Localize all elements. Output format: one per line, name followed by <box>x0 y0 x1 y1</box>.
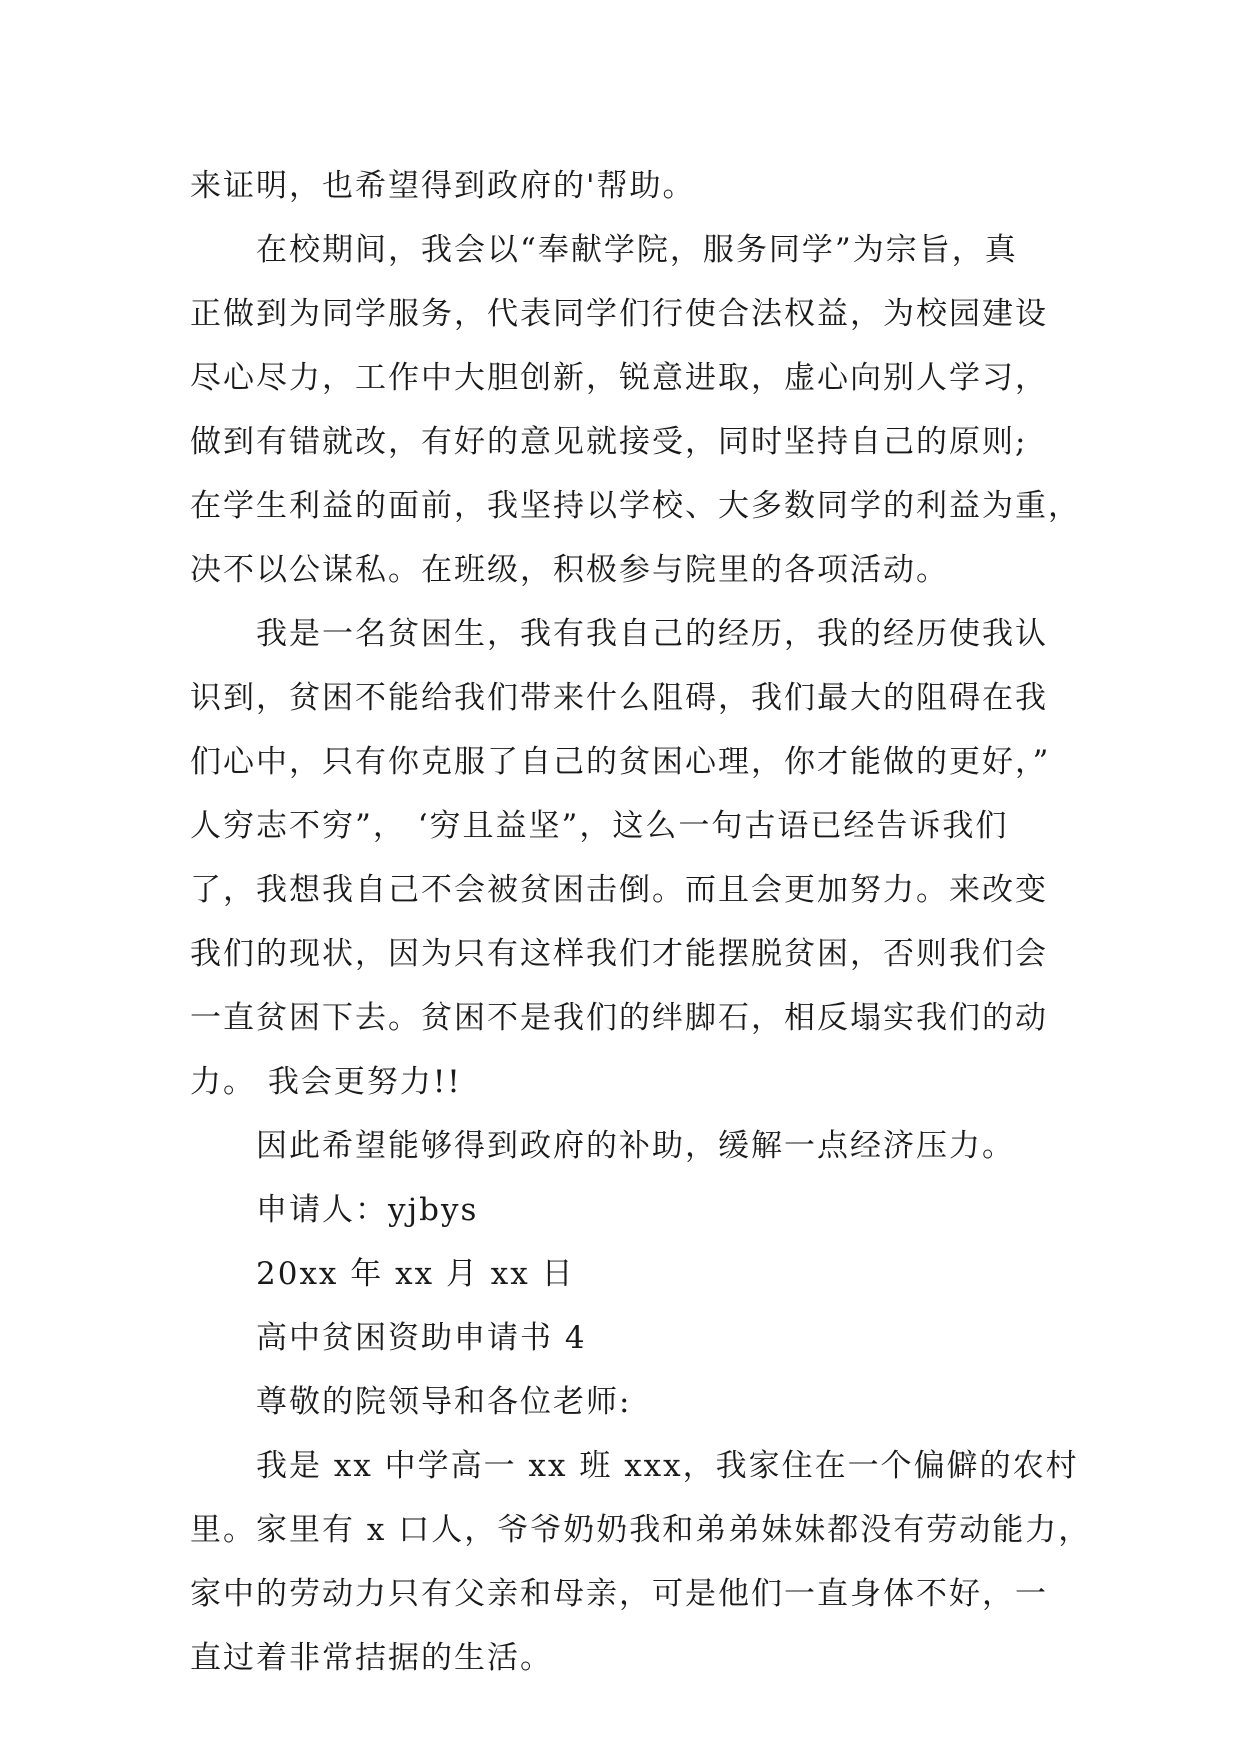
text-line: 一直贫困下去。贫困不是我们的绊脚石，相反塌实我们的动 <box>190 1000 1048 1036</box>
text-line: 力。 我会更努力!! <box>190 1064 462 1100</box>
text-line: 人穷志不穷”， ‘穷且益坚”，这么一句古语已经告诉我们 <box>190 808 1009 844</box>
text-line: 直过着非常拮据的生活。 <box>190 1640 553 1676</box>
text-line: 在学生利益的面前，我坚持以学校、大多数同学的利益为重， <box>190 488 1081 524</box>
text-line: 做到有错就改，有好的意见就接受，同时坚持自己的原则; <box>190 424 1028 460</box>
paragraph-start-line: 我是一名贫困生，我有我自己的经历，我的经历使我认 <box>256 616 1048 652</box>
section-title: 高中贫困资助申请书 4 <box>256 1320 587 1356</box>
text-line: 来证明，也希望得到政府的'帮助。 <box>190 168 696 204</box>
salutation-line: 尊敬的院领导和各位老师: <box>256 1384 632 1420</box>
text-line: 决不以公谋私。在班级，积极参与院里的各项活动。 <box>190 552 949 588</box>
paragraph-start-line: 我是 xx 中学高一 xx 班 xxx，我家住在一个偏僻的农村 <box>256 1448 1079 1484</box>
text-line: 了，我想我自己不会被贫困击倒。而且会更加努力。来改变 <box>190 872 1048 908</box>
applicant-line: 申请人：yjbys <box>256 1192 479 1228</box>
paragraph-start-line: 因此希望能够得到政府的补助，缓解一点经济压力。 <box>256 1128 1015 1164</box>
text-line: 家中的劳动力只有父亲和母亲，可是他们一直身体不好，一 <box>190 1576 1048 1612</box>
text-line: 里。家里有 x 口人，爷爷奶奶我和弟弟妹妹都没有劳动能力， <box>190 1512 1092 1548</box>
text-line: 尽心尽力，工作中大胆创新，锐意进取，虚心向别人学习， <box>190 360 1048 396</box>
text-line: 识到，贫困不能给我们带来什么阻碍，我们最大的阻碍在我 <box>190 680 1048 716</box>
text-line: 正做到为同学服务，代表同学们行使合法权益，为校园建设 <box>190 296 1048 332</box>
text-line: 我们的现状，因为只有这样我们才能摆脱贫困，否则我们会 <box>190 936 1048 972</box>
date-line: 20xx 年 xx 月 xx 日 <box>256 1256 575 1292</box>
document-body <box>190 154 1092 1690</box>
text-line: 们心中，只有你克服了自己的贫困心理，你才能做的更好，” <box>190 744 1051 780</box>
paragraph-start-line: 在校期间，我会以“奉献学院，服务同学”为宗旨，真 <box>256 232 1018 268</box>
